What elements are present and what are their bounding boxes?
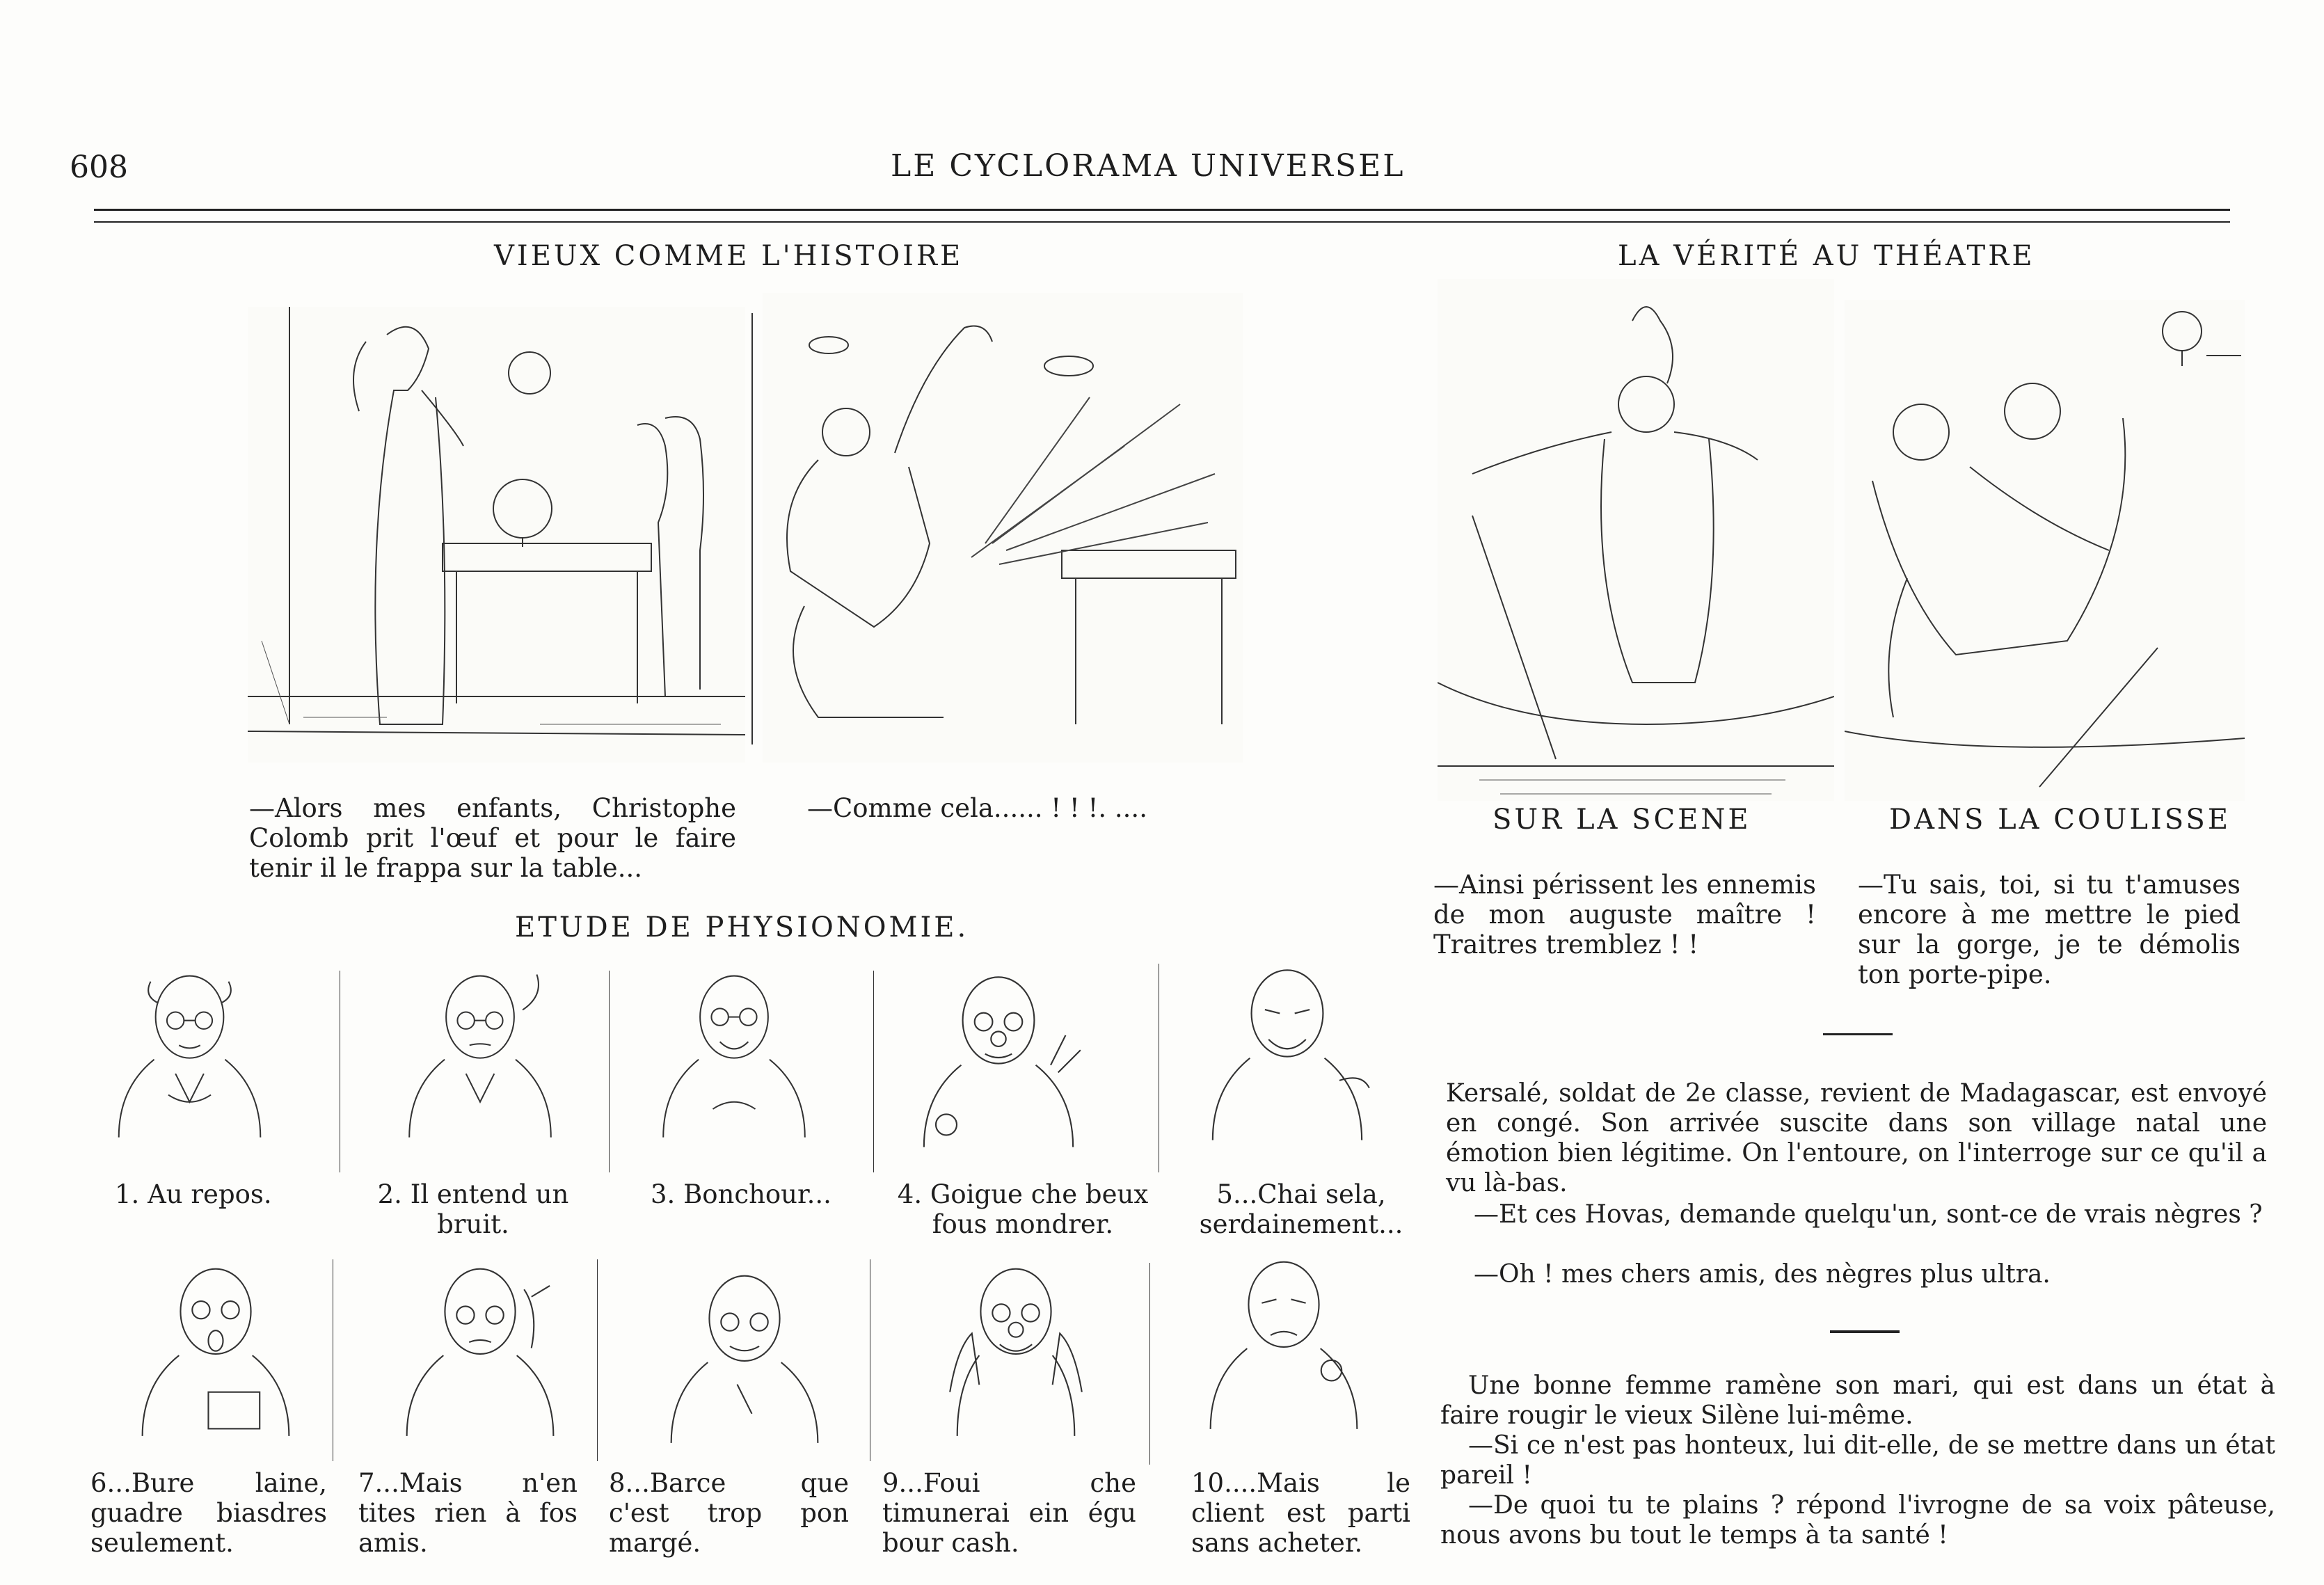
- vieux-caption-right: —Comme cela...... ! ! !. ....: [807, 793, 1147, 823]
- story1-paragraph-1: Kersalé, soldat de 2e classe, revient de Madagascar, est envoyé en congé. Son arrivée suscite dans son village natal une émotion bien légitime. On l'entoure, on l'interroge sur ce qu'il a vu là-bas.: [1446, 1079, 2267, 1197]
- caption-3: 3. Bonchour...: [651, 1179, 831, 1209]
- face-3: [640, 953, 828, 1152]
- page-number: 608: [70, 150, 128, 185]
- caption-8: 8...Barce que c'est trop pon margé.: [609, 1468, 849, 1558]
- face-6: [108, 1245, 324, 1451]
- caption-7: 7...Mais n'en tites rien à fos amis.: [358, 1468, 578, 1558]
- vieux-divider: [751, 313, 753, 744]
- face-2: [376, 953, 584, 1152]
- vieux-caption-left: —Alors mes enfants, Christophe Colomb prit l'œuf et pour le faire tenir il le frappa sur la table...: [249, 793, 736, 883]
- caption-1: 1. Au repos.: [115, 1179, 272, 1209]
- caption-5: 5...Chai sela, serdainement...: [1199, 1179, 1403, 1239]
- etude-divider: [597, 1259, 598, 1461]
- face-4: [898, 953, 1099, 1162]
- sur-la-scene-label: SUR LA SCENE: [1493, 804, 1751, 836]
- section-separator: [1823, 1033, 1893, 1035]
- header-rule-bottom: [94, 221, 2230, 223]
- face-10: [1183, 1238, 1385, 1444]
- caption-10: 10....Mais le client est parti sans acheter.: [1191, 1468, 1410, 1558]
- caption-6: 6...Bure laine, guadre biasdres seulement.: [90, 1468, 327, 1558]
- illustration-backstage: [1844, 299, 2245, 802]
- verite-title: LA VÉRITÉ AU THÉATRE: [1618, 240, 2035, 272]
- face-9: [898, 1245, 1134, 1451]
- verite-caption-right: —Tu sais, toi, si tu t'amuses encore à me mettre le pied sur la gorge, je te démolis ton porte-pipe.: [1858, 870, 2241, 989]
- header-rule-top: [94, 209, 2230, 211]
- caption-2: 2. Il entend un bruit.: [377, 1179, 569, 1239]
- story1-paragraph-3: —Oh ! mes chers amis, des nègres plus ultra.: [1474, 1260, 2051, 1289]
- caption-4: 4. Goigue che beux fous mondrer.: [897, 1179, 1149, 1239]
- face-7: [379, 1245, 581, 1451]
- etude-title: ETUDE DE PHYSIONOMIE.: [515, 911, 969, 943]
- running-title: LE CYCLORAMA UNIVERSEL: [891, 148, 1406, 184]
- illustration-teacher-egg: [247, 306, 746, 763]
- section-separator: [1830, 1330, 1900, 1333]
- dans-la-coulisse-label: DANS LA COULISSE: [1889, 804, 2231, 836]
- face-8: [640, 1252, 849, 1458]
- verite-caption-left: —Ainsi périssent les ennemis de mon auguste maître ! Traitres tremblez ! !: [1433, 870, 1816, 959]
- caption-9: 9...Foui che timunerai ein égu bour cash.: [882, 1468, 1136, 1558]
- etude-divider: [873, 971, 874, 1172]
- face-1: [97, 953, 282, 1152]
- story1-paragraph-2: —Et ces Hovas, demande quelqu'un, sont-ce de vrais nègres ?: [1474, 1200, 2263, 1229]
- etude-divider: [1149, 1263, 1150, 1465]
- vieux-title: VIEUX COMME L'HISTOIRE: [494, 240, 964, 272]
- illustration-on-stage: [1437, 278, 1835, 802]
- illustration-table-smash: [762, 292, 1243, 763]
- story2-paragraph-3: —De quoi tu te plains ? répond l'ivrogne de sa voix pâteuse, nous avons bu tout le temps à ta santé !: [1440, 1491, 2275, 1550]
- story2-paragraph-1: Une bonne femme ramène son mari, qui est dans un état à faire rougir le vieux Silène lui-même.: [1440, 1371, 2275, 1430]
- face-5: [1183, 946, 1392, 1155]
- story2-paragraph-2: —Si ce n'est pas honteux, lui dit-elle, de se mettre dans un état pareil !: [1440, 1431, 2275, 1490]
- etude-divider: [609, 971, 610, 1172]
